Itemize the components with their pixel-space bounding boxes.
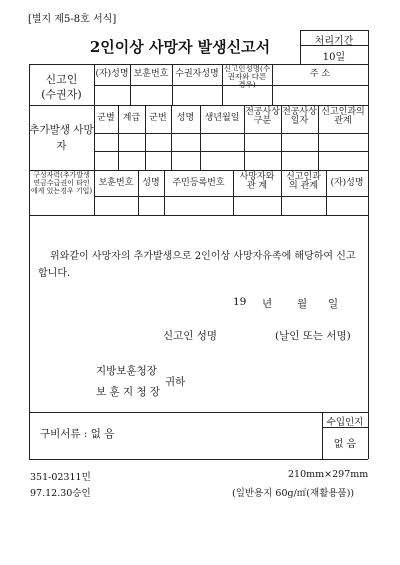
footer-paper-size: 210mm×297mm (288, 469, 369, 480)
deceased-col-service-no: 군번 (149, 113, 167, 123)
form-title: 2인이상 사망자 발생신고서 (89, 38, 271, 56)
date-month: 월 (297, 298, 308, 310)
addressee-regional-office: 지방보훈청장 (96, 365, 157, 377)
family-col-veteran-no: 보훈번호 (98, 178, 134, 188)
applicant-col-grantee-name: 수권자성명 (175, 69, 219, 79)
addressee-suffix: 귀하 (165, 376, 186, 388)
footer-form-number: 351-02311민 (30, 472, 91, 483)
family-col-resident-no: 주민등록번호 (172, 178, 225, 188)
applicant-sublabel: (수권자) (41, 88, 82, 101)
footer-paper-type: (일반용지 60g/㎡(재활용품)) (232, 488, 355, 499)
additional-deceased-label: 추가발생 사망자 (29, 124, 94, 152)
deceased-col-rank: 계급 (122, 113, 141, 123)
signer-label: 신고인 성명 (163, 330, 218, 342)
declaration-text: 위와같이 사망자의 추가발생으로 2인이상 사망자유족에 해당하여 신고합니다. (38, 251, 356, 279)
date-day: 일 (328, 298, 339, 310)
required-documents-label: 구비서류 : 없 음 (40, 428, 115, 440)
applicant-label: 신고인 (45, 73, 78, 86)
applicant-col-veteran-no: 보훈번호 (133, 69, 169, 79)
family-col-relation-reporter: 신고인과 의 관계 (286, 172, 321, 192)
family-col-child-name: (자)성명 (330, 178, 364, 188)
applicant-col-name: (자)성명 (95, 69, 129, 79)
revenue-stamp-value: 없 음 (333, 439, 357, 450)
family-section-label: 구성자력(추가발생연금수급권이 타인에게 있는경우 기입) (30, 171, 93, 195)
deceased-col-relation: 신고인과의 관계 (321, 107, 365, 127)
processing-period-label: 처리기간 (314, 36, 354, 47)
deceased-col-casualty-type: 전공사상구분 (245, 107, 280, 127)
deceased-col-branch: 군별 (97, 113, 115, 123)
deceased-col-birthdate: 생년월일 (204, 113, 240, 123)
deceased-col-name: 성명 (176, 113, 195, 123)
date-prefix: 19 (233, 296, 247, 308)
family-col-name: 성명 (142, 178, 160, 188)
processing-period-value: 10일 (322, 52, 346, 63)
form-number-label: [별지 제5-8호 서식] (28, 14, 117, 25)
applicant-col-reporter-name: 신고인성명(수권자와 다른 경우) (223, 64, 271, 89)
revenue-stamp-label: 수입인지 (326, 417, 364, 428)
family-col-relation-deceased: 사망자와 관 계 (239, 172, 275, 192)
applicant-col-address: 주 소 (309, 69, 331, 79)
date-year: 년 (262, 298, 273, 310)
deceased-col-casualty-date: 전공사상일자 (282, 107, 317, 127)
signer-note: (날인 또는 서명) (275, 330, 351, 342)
footer-approval-date: 97.12.30승인 (30, 488, 91, 499)
addressee-branch-office: 보 훈 지 청 장 (96, 386, 161, 398)
